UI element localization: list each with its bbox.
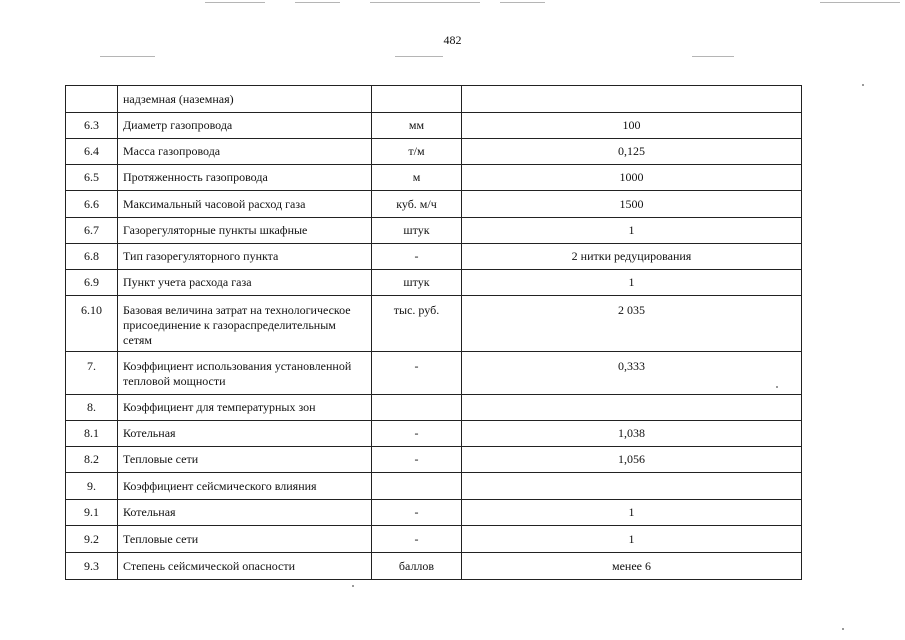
parameters-table	[65, 85, 802, 580]
scan-artifact	[205, 2, 265, 3]
row-parameter-name: Газорегуляторные пункты шкафные	[118, 218, 372, 244]
row-value: 0,125	[462, 139, 802, 165]
row-number: 6.7	[66, 218, 118, 244]
scan-artifact	[500, 2, 545, 3]
table-body	[66, 86, 802, 580]
row-value: 1	[462, 218, 802, 244]
row-unit: куб. м/ч	[372, 191, 462, 218]
row-number	[66, 86, 118, 113]
row-value: 2 нитки редуцирования	[462, 244, 802, 270]
row-parameter-name: Коэффициент использования установленной тепловой мощности	[118, 352, 372, 395]
row-value: 1500	[462, 191, 802, 218]
scan-artifact	[842, 628, 844, 630]
scan-artifact	[100, 56, 155, 57]
row-value: 1	[462, 526, 802, 553]
row-parameter-name: Базовая величина затрат на технологическое присоединение к газораспределительным сетям	[118, 296, 372, 352]
row-parameter-name: Протяженность газопровода	[118, 165, 372, 191]
row-number: 9.3	[66, 553, 118, 580]
row-value: 1,038	[462, 421, 802, 447]
scan-artifact	[862, 84, 864, 86]
table-row	[66, 218, 802, 244]
table-row	[66, 86, 802, 113]
row-value	[462, 395, 802, 421]
table-row	[66, 473, 802, 500]
row-value: 0,333	[462, 352, 802, 395]
row-number: 8.	[66, 395, 118, 421]
table-row	[66, 270, 802, 296]
row-parameter-name: надземная (наземная)	[118, 86, 372, 113]
row-unit: т/м	[372, 139, 462, 165]
row-unit: штук	[372, 270, 462, 296]
row-value: 2 035	[462, 296, 802, 352]
row-value: 1	[462, 500, 802, 526]
table-row	[66, 296, 802, 352]
row-number: 8.2	[66, 447, 118, 473]
row-value	[462, 473, 802, 500]
table-row	[66, 500, 802, 526]
row-unit: баллов	[372, 553, 462, 580]
row-number: 6.3	[66, 113, 118, 139]
row-parameter-name: Тепловые сети	[118, 526, 372, 553]
row-value: 1,056	[462, 447, 802, 473]
row-unit	[372, 86, 462, 113]
row-number: 7.	[66, 352, 118, 395]
table-row	[66, 113, 802, 139]
row-unit: м	[372, 165, 462, 191]
row-parameter-name: Степень сейсмической опасности	[118, 553, 372, 580]
row-number: 9.1	[66, 500, 118, 526]
row-value: менее 6	[462, 553, 802, 580]
row-unit	[372, 395, 462, 421]
row-parameter-name: Коэффициент сейсмического влияния	[118, 473, 372, 500]
row-parameter-name: Тип газорегуляторного пункта	[118, 244, 372, 270]
row-value: 1	[462, 270, 802, 296]
scan-artifact	[352, 585, 354, 587]
row-number: 9.	[66, 473, 118, 500]
scan-artifact	[692, 56, 734, 57]
row-unit: -	[372, 526, 462, 553]
row-parameter-name: Масса газопровода	[118, 139, 372, 165]
table-row	[66, 395, 802, 421]
row-parameter-name: Котельная	[118, 421, 372, 447]
scan-artifact	[395, 56, 443, 57]
row-parameter-name: Тепловые сети	[118, 447, 372, 473]
scan-artifact	[820, 2, 900, 3]
row-unit: мм	[372, 113, 462, 139]
row-parameter-name: Коэффициент для температурных зон	[118, 395, 372, 421]
row-unit: -	[372, 447, 462, 473]
row-number: 6.4	[66, 139, 118, 165]
table-row	[66, 421, 802, 447]
row-value: 100	[462, 113, 802, 139]
row-parameter-name: Максимальный часовой расход газа	[118, 191, 372, 218]
row-value	[462, 86, 802, 113]
table-row	[66, 447, 802, 473]
row-number: 6.5	[66, 165, 118, 191]
table-row	[66, 352, 802, 395]
row-unit: -	[372, 244, 462, 270]
row-number: 8.1	[66, 421, 118, 447]
row-number: 6.6	[66, 191, 118, 218]
row-number: 9.2	[66, 526, 118, 553]
table-row	[66, 191, 802, 218]
row-parameter-name: Пункт учета расхода газа	[118, 270, 372, 296]
table-row	[66, 244, 802, 270]
row-number: 6.8	[66, 244, 118, 270]
scan-artifact	[370, 2, 480, 3]
row-parameter-name: Диаметр газопровода	[118, 113, 372, 139]
table-row	[66, 139, 802, 165]
row-parameter-name: Котельная	[118, 500, 372, 526]
row-number: 6.9	[66, 270, 118, 296]
row-unit: -	[372, 421, 462, 447]
row-unit: -	[372, 352, 462, 395]
row-unit	[372, 473, 462, 500]
row-value: 1000	[462, 165, 802, 191]
row-unit: тыс. руб.	[372, 296, 462, 352]
table-row	[66, 526, 802, 553]
row-unit: штук	[372, 218, 462, 244]
row-number: 6.10	[66, 296, 118, 352]
page-number: 482	[443, 33, 462, 47]
scan-artifact	[295, 2, 340, 3]
table-row	[66, 553, 802, 580]
row-unit: -	[372, 500, 462, 526]
table-row	[66, 165, 802, 191]
